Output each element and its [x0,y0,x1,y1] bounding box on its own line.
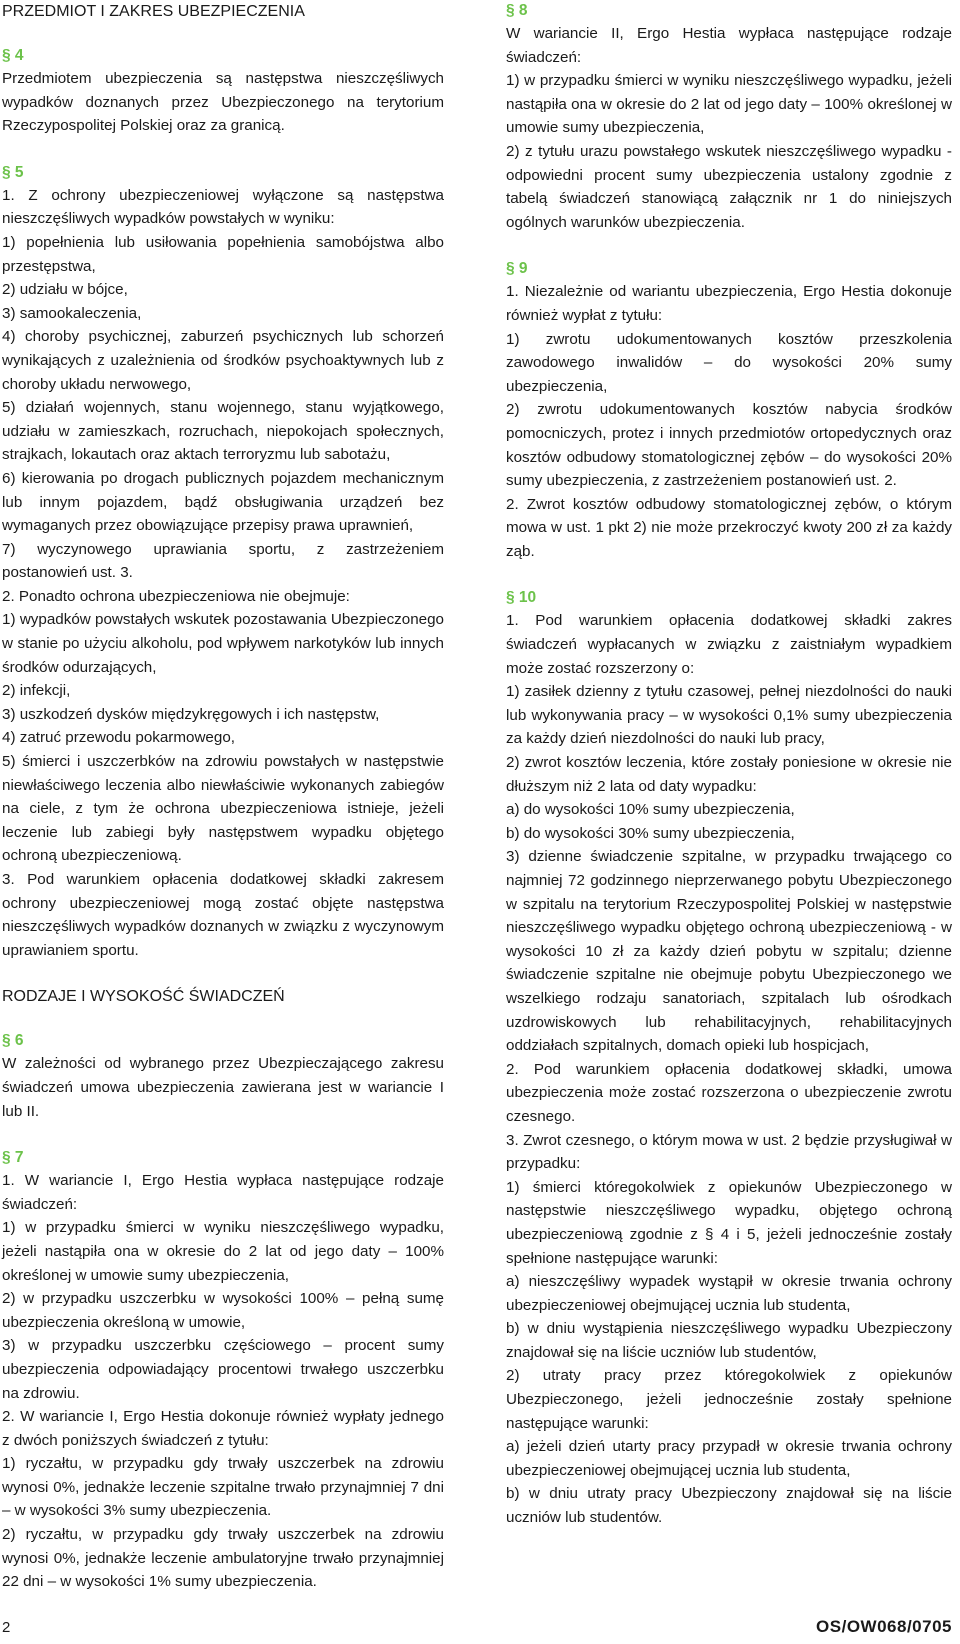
right-column [506,0,952,1530]
paragraph-line: 3. Zwrot czesnego, o którym mowa w ust. 2 będzie przysługiwał w przypadku: [506,1131,952,1173]
paragraph-line: b) do wysokości 30% sumy ubezpieczenia, [506,824,795,842]
paragraph-6-number: § 6 [2,1032,24,1050]
paragraph-line: 1) zasiłek dzienny z tytułu czasowej, pełnej niezdolności do nauki lub wykonywania pracy – w wysokości 0,1% sumy ubezpieczenia za każdy dzień niezdolności do nauki lub pracy, [506,683,952,748]
paragraph-line: 2) infekcji, [2,682,71,700]
paragraph-line: 7) wyczynowego uprawiania sportu, z zastrzeżeniem postanowień ust. 3. [2,540,444,582]
paragraph-line: 1) w przypadku śmierci w wyniku nieszczęśliwego wypadku, jeżeli nastąpiła ona w okresie do 2 lat od jego daty – 100% określonej w umowie sumy ubezpieczenia, [2,1219,444,1284]
paragraph-line: W wariancie II, Ergo Hestia wypłaca następujące rodzaje świadczeń: [506,25,952,66]
paragraph-line: 2) udziału w bójce, [2,281,128,299]
paragraph-line: 3) uszkodzeń dysków międzykręgowych i ich następstw, [2,705,380,723]
paragraph-line: 2) zwrot kosztów leczenia, które zostały poniesione w okresie nie dłuższym niż 2 lata od daty wypadku: [506,754,952,795]
paragraph-line: 1) śmierci któregokolwiek z opiekunów Ubezpieczonego w następstwie nieszczęśliwego wypadku, objętego ochroną ubezpieczeniową zgodnie z § 4 i 5, jeżeli jednocześnie zostały spełnione następujące warunki: [506,1178,952,1267]
paragraph-8-number: § 8 [506,2,528,19]
paragraph-line: 3. Pod warunkiem opłacenia dodatkowej składki zakresem ochrony ubezpieczeniowej mogą zostać objęte następstwa nieszczęśliwych wypadków doznanych w związku z wyczynowym uprawianiem sportu. [2,871,444,959]
paragraph-7-body [2,1169,444,1594]
paragraph-line: b) w dniu wystąpienia nieszczęśliwego wypadku Ubezpieczony znajdował się na liście uczniów lub studentów, [506,1320,952,1361]
paragraph-line: 2) utraty pracy przez któregokolwiek z opiekunów Ubezpieczonego, jeżeli jednocześnie zostały spełnione następujące warunki: [506,1367,952,1432]
paragraph-line: a) nieszczęśliwy wypadek wystąpił w okresie trwania ochrony ubezpieczeniowej obejmującej ucznia lub studenta, [506,1273,952,1314]
paragraph-7-number: § 7 [2,1149,24,1167]
paragraph-4-number: § 4 [2,47,24,64]
paragraph-line: 2. W wariancie I, Ergo Hestia dokonuje również wypłaty jednego z dwóch poniższych świadczeń z tytułu: [2,1408,444,1449]
paragraph-line: a) do wysokości 10% sumy ubezpieczenia, [506,801,795,819]
paragraph-line: 2) zwrotu udokumentowanych kosztów nabycia środków pomocniczych, protez i innych przedmiotów ortopedycznych oraz kosztów odbudowy stomatologicznej zębów – do wysokości 20% sumy ubezpieczenia, z zastrzeżeniem postanowień ust. 2. [506,401,952,490]
paragraph-10-number: § 10 [506,589,537,607]
paragraph-9-number: § 9 [506,260,528,278]
paragraph-line: W zależności od wybranego przez Ubezpieczającego zakresu świadczeń umowa ubezpieczenia zawierana jest w wariancie I lub II. [2,1055,444,1120]
page-number: 2 [2,1619,11,1636]
paragraph-line: Przedmiotem ubezpieczenia są następstwa nieszczęśliwych wypadków doznanych przez Ubezpieczonego na terytorium Rzeczypospolitej Polskiej oraz za granicą. [2,70,444,135]
paragraph-4-body [2,67,444,138]
paragraph-line: 6) kierowania po drogach publicznych pojazdem mechanicznym lub innym pojazdem, bądź obsługiwania urządzeń bez wymaganych przez obowiązujące przepisy prawa uprawnień, [2,469,444,535]
paragraph-6-body [2,1052,444,1123]
paragraph-line: 1) w przypadku śmierci w wyniku nieszczęśliwego wypadku, jeżeli nastąpiła ona w okresie do 2 lat od jego daty – 100% określonej w umowie sumy ubezpieczenia, [506,72,952,137]
paragraph-line: a) jeżeli dzień utarty pracy przypadł w okresie trwania ochrony ubezpieczeniowej obejmującej ucznia lub studenta, [506,1438,952,1479]
paragraph-line: 3) w przypadku uszczerbku częściowego – procent sumy ubezpieczenia odpowiadający procentowi trwałego uszczerbku na zdrowiu. [2,1337,444,1402]
paragraph-line: 3) dzienne świadczenie szpitalne, w przypadku trwającego co najmniej 72 godzinnego nieprzerwanego pobytu Ubezpieczonego w szpitalu na terytorium Rzeczypospolitej Polskiej w następstwie nieszczęśliwego wypadku objętego ochroną ubezpieczeniową - w wysokości 10 zł za każdy dzień pobytu w szpitalu; dzienne świadczenie szpitalne nie obejmuje pobytu Ubezpieczonego we wszelkiego rodzaju sanatoriach, szpitalach lub ośrodkach uzdrowiskowych lub rehabilitacyjnych, rehabilitacyjnych oddziałach szpitalnych, domach opieki lub hospicjach, [506,848,952,1055]
paragraph-line: b) w dniu utraty pracy Ubezpieczony znajdował się na liście uczniów lub studentów. [506,1485,952,1527]
left-column [2,0,444,1594]
paragraph-line: 4) choroby psychicznej, zaburzeń psychicznych lub schorzeń wynikających z uzależnienia od środków psychoaktywnych lub z choroby układu nerwowego, [2,328,444,393]
paragraph-line: 5) śmierci i uszczerbków na zdrowiu powstałych w następstwie niewłaściwego leczenia albo niewłaściwie wykonanych zabiegów na ciele, z tym że ochrona ubezpieczeniowa istnieje, jeżeli leczenie lub zabiegi były następstwem wypadku objętego ochroną ubezpieczeniową. [2,753,444,865]
paragraph-10-body [506,609,952,1529]
paragraph-line: 4) zatruć przewodu pokarmowego, [2,729,235,747]
section-heading-benefits: RODZAJE I WYSOKOŚĆ ŚWIADCZEŃ [2,988,285,1006]
paragraph-line: 1. Z ochrony ubezpieczeniowej wyłączone są następstwa nieszczęśliwych wypadków powstałych w wyniku: [2,186,444,228]
paragraph-line: 2. Pod warunkiem opłacenia dodatkowej składki, umowa ubezpieczenia może zostać rozszerzona o ubezpieczenie zwrotu czesnego. [506,1060,952,1125]
paragraph-line: 1) popełnienia lub usiłowania popełnienia samobójstwa albo przestępstwa, [2,233,444,275]
paragraph-line: 1) wypadków powstałych wskutek pozostawania Ubezpieczonego w stanie po użyciu alkoholu, pod wpływem narkotyków lub innych środków odurzających, [2,611,444,676]
section-heading-scope: PRZEDMIOT I ZAKRES UBEZPIECZENIA [2,3,305,20]
paragraph-line: 1) zwrotu udokumentowanych kosztów przeszkolenia zawodowego inwalidów – do wysokości 20% sumy ubezpieczenia, [506,330,952,395]
paragraph-line: 2) z tytułu urazu powstałego wskutek nieszczęśliwego wypadku - odpowiedni procent sumy ubezpieczenia ustalony zgodnie z tabelą świadczeń stanowiącą załącznik nr 1 do niniejszych ogólnych warunków ubezpieczenia. [506,142,952,231]
paragraph-8-body [506,22,952,234]
paragraph-line: 1. Pod warunkiem opłacenia dodatkowej składki zakres świadczeń wypłacanych w związku z zaistniałym wypadkiem może zostać rozszerzony o: [506,612,952,677]
paragraph-line: 2) ryczałtu, w przypadku gdy trwały uszczerbek na zdrowiu wynosi 0%, jednakże leczenie ambulatoryjne trwało przynajmniej 22 dni – w wysokości 1% sumy ubezpieczenia. [2,1526,444,1591]
paragraph-line: 5) działań wojennych, stanu wojennego, stanu wyjątkowego, udziału w zamieszkach, rozruchach, niepokojach społecznych, strajkach, lokautach oraz aktach terroryzmu lub sabotażu, [2,399,444,464]
paragraph-line: 2. Zwrot kosztów odbudowy stomatologicznej zębów, o którym mowa w ust. 1 pkt 2) nie może przekroczyć kwoty 200 zł za każdy ząb. [506,495,952,560]
paragraph-line: 2. Ponadto ochrona ubezpieczeniowa nie obejmuje: [2,587,350,605]
paragraph-line: 2) w przypadku uszczerbku w wysokości 100% – pełną sumę ubezpieczenia określoną w umowie, [2,1290,444,1331]
paragraph-5-number: § 5 [2,163,24,181]
paragraph-5-body [2,184,444,963]
paragraph-line: 1. W wariancie I, Ergo Hestia wypłaca następujące rodzaje świadczeń: [2,1172,444,1213]
paragraph-line: 1) ryczałtu, w przypadku gdy trwały uszczerbek na zdrowiu wynosi 0%, jednakże leczenie szpitalne trwało przynajmniej 7 dni – w wysokości 3% sumy ubezpieczenia. [2,1455,444,1520]
paragraph-line: 1. Niezależnie od wariantu ubezpieczenia, Ergo Hestia dokonuje również wypłat z tytułu: [506,283,952,324]
paragraph-9-body [506,280,952,563]
document-code: OS/OW068/0705 [816,1617,952,1636]
paragraph-line: 3) samookaleczenia, [2,304,142,322]
